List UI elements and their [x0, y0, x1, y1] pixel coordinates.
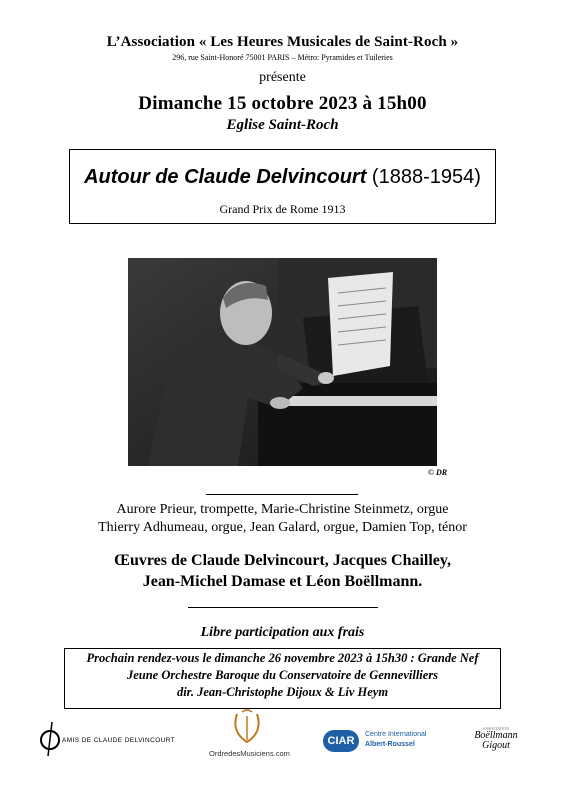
concert-title: [70, 166, 495, 189]
concert-date: Dimanche 15 octobre 2023 à 15h00: [138, 93, 427, 114]
performers-line: Thierry Adhumeau, orgue, Jean Galard, orgue, Damien Top, ténor: [98, 520, 467, 535]
works-line: Jean-Michel Damase et Léon Boëllmann.: [142, 573, 423, 590]
association-name: L’Association « Les Heures Musicales de Saint-Roch »: [106, 34, 459, 50]
lyre-icon: [227, 708, 267, 746]
ciar-line1: Centre International: [365, 731, 427, 738]
next-event-box: [64, 648, 501, 709]
treble-clef-icon: [38, 718, 62, 758]
next-event-line: Prochain rendez-vous le dimanche 26 novembre 2023 à 15h30 : Grande Nef: [86, 651, 479, 665]
composer-photo: [128, 258, 437, 466]
concert-venue: Eglise Saint-Roch: [226, 117, 339, 133]
amis-logo-text: AMIS DE CLAUDE DELVINCOURT: [62, 737, 176, 744]
works-line: Œuvres de Claude Delvincourt, Jacques Chailley,: [113, 552, 452, 569]
composer-years: (1888-1954): [366, 166, 481, 188]
photo-credit: © DR: [428, 468, 448, 477]
association-address: 296, rue Saint-Honoré 75001 PARIS – Métro: Pyramides et Tuileries: [172, 53, 393, 62]
next-event-line: Jeune Orchestre Baroque du Conservatoire de Gennevilliers: [126, 668, 439, 682]
ordre-musiciens-logo: [207, 708, 290, 763]
participation-note: Libre participation aux frais: [200, 625, 365, 640]
title-box: [69, 149, 496, 224]
performers-line: Aurore Prieur, trompette, Marie-Christine Steinmetz, orgue: [116, 502, 449, 517]
presents-label: présente: [259, 70, 306, 85]
amis-delvincourt-logo: [38, 718, 176, 758]
divider: [206, 494, 358, 495]
composer-name: Autour de Claude Delvincourt: [84, 166, 367, 188]
boellmann-gigout-logo: [470, 726, 522, 758]
next-event-line: dir. Jean-Christophe Dijoux & Liv Heym: [176, 685, 389, 699]
ciar-mark: CIAR: [323, 730, 359, 752]
boellmann-line2: Gigout: [482, 740, 510, 751]
boellmann-line1: Boëllmann: [474, 730, 518, 741]
ordre-logo-text: OrdredesMusiciens.com: [209, 749, 290, 758]
boellmann-small-text: ASSOCIATION: [482, 726, 510, 731]
divider: [188, 607, 378, 608]
ciar-logo: [323, 727, 433, 757]
ciar-line2: Albert-Roussel: [365, 741, 415, 748]
composer-subtitle: Grand Prix de Rome 1913: [219, 202, 346, 216]
